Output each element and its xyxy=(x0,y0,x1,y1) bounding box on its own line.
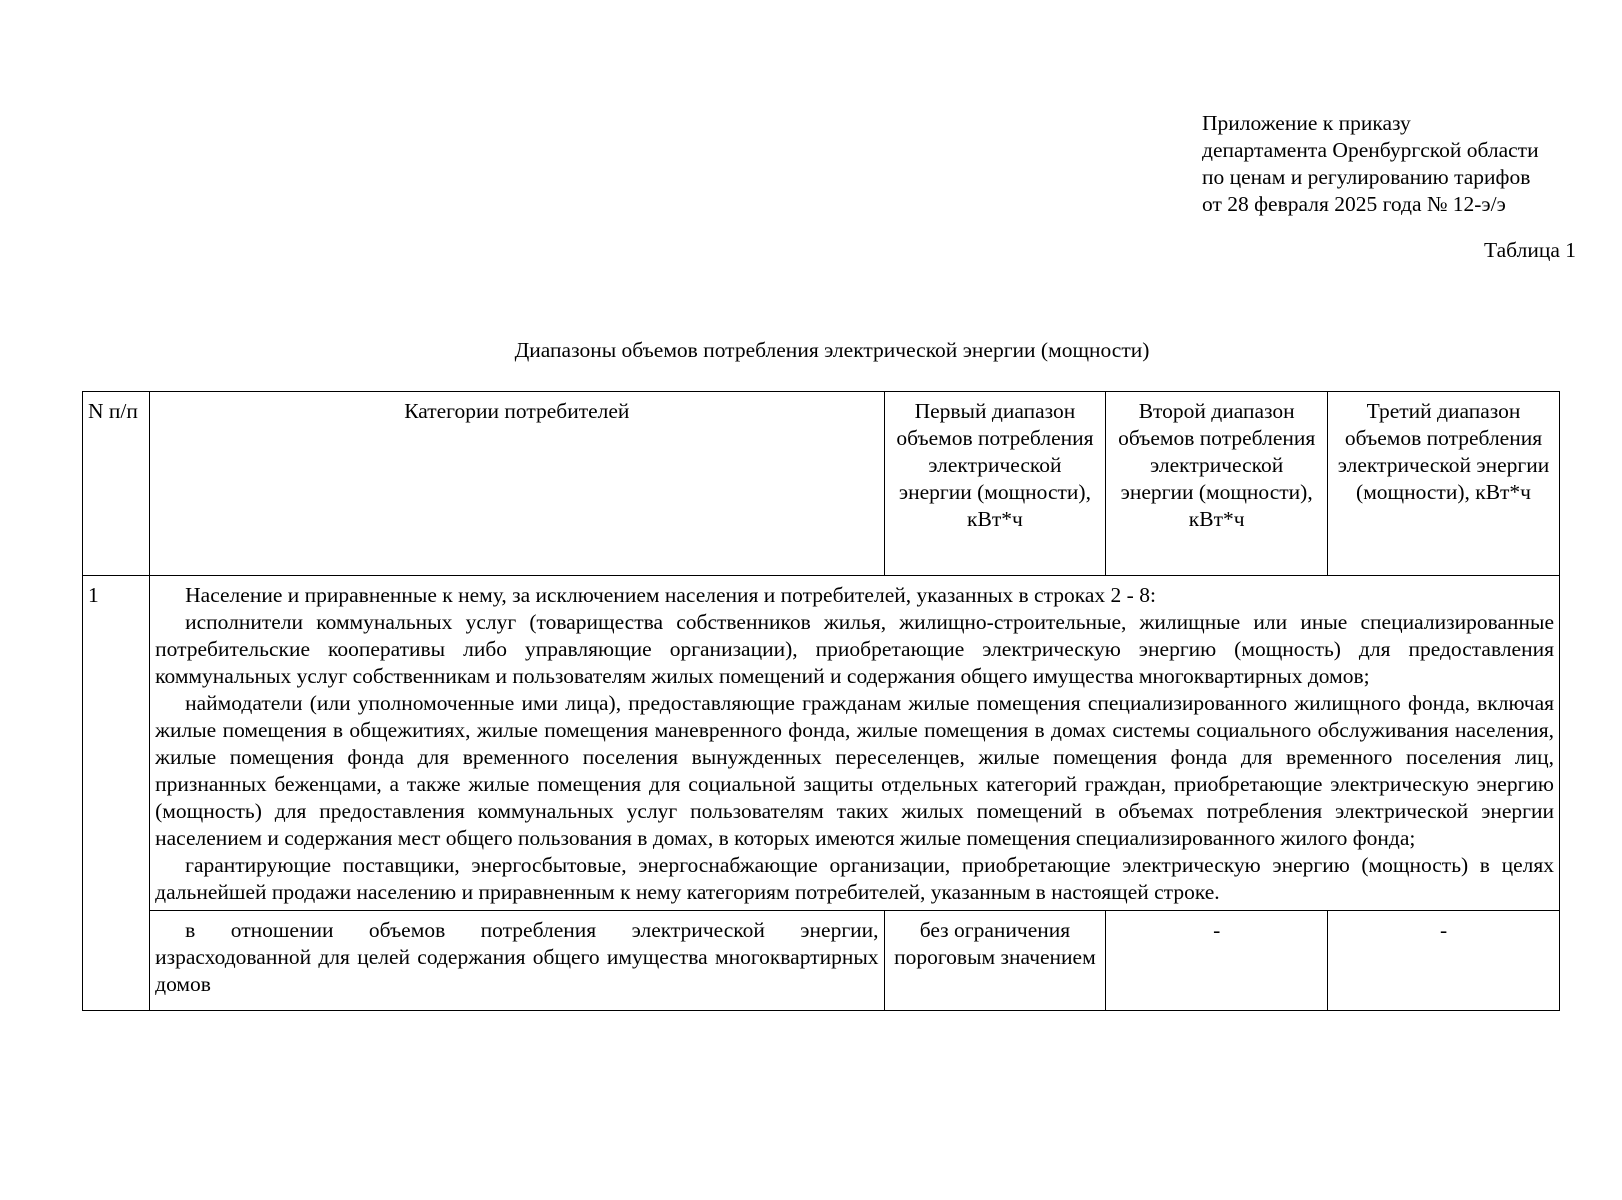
subrow-third-range: - xyxy=(1328,911,1560,1011)
row-paragraph: Население и приравненные к нему, за исключением населения и потребителей, указанных в строках 2 - 8: xyxy=(185,583,1156,607)
subrow-first-range: без ограничения пороговым значением xyxy=(884,911,1106,1011)
consumption-ranges-table xyxy=(82,391,1560,1011)
row-paragraph: наймодатели (или уполномоченные ими лица), предоставляющие гражданам жилые помещения специализированного жилищного фонда, включая жилые помещения в общежитиях, жилые помещения маневренного фонда, жилые помещения в домах системы социального обслуживания населения, жилые помещения фонда для временного поселения вынужденных переселенцев, жилые помещения фонда для временного поселения лиц, признанных беженцами, а также жилые помещения для социальной защиты отдельных категорий граждан, приобретающие электрическую энергию (мощность) для предоставления коммунальных услуг пользователям таких жилых помещений в объемах потребления электрической энергии населением и содержания мест общего пользования в домах, в которых имеются жилые помещения специализированного жилого фонда; xyxy=(155,691,1554,850)
table-row xyxy=(83,576,1560,911)
appendix-line: Приложение к приказу xyxy=(1202,111,1411,135)
row-number: 1 xyxy=(83,576,150,1011)
table-number: Таблица 1 xyxy=(1484,238,1576,262)
header-third-range: Третий диапазон объемов потребления электрической энергии (мощности), кВт*ч xyxy=(1328,392,1560,576)
subrow-text: в отношении объемов потребления электрической энергии, израсходованной для целей содержания общего имущества многоквартирных домов xyxy=(155,918,879,996)
appendix-note xyxy=(1202,110,1602,218)
appendix-line: департамента Оренбургской области xyxy=(1202,138,1539,162)
subrow-second-range: - xyxy=(1106,911,1328,1011)
header-number: N п/п xyxy=(83,392,150,576)
header-categories: Категории потребителей xyxy=(150,392,884,576)
document-title: Диапазоны объемов потребления электрической энергии (мощности) xyxy=(514,338,1150,362)
header-second-range: Второй диапазон объемов потребления электрической энергии (мощности), кВт*ч xyxy=(1106,392,1328,576)
subrow-description xyxy=(150,911,884,1011)
appendix-line: от 28 февраля 2025 года № 12-э/э xyxy=(1202,192,1506,216)
row-paragraph: исполнители коммунальных услуг (товарищества собственников жилья, жилищно-строительные, жилищные или иные специализированные потребительские кооперативы либо управляющие организации), приобретающие электрическую энергию (мощность) для предоставления коммунальных услуг собственникам и пользователям жилых помещений и содержания общего имущества многоквартирных домов; xyxy=(155,610,1554,688)
appendix-line: по ценам и регулированию тарифов xyxy=(1202,165,1531,189)
table-subrow xyxy=(83,911,1560,1011)
table-header-row xyxy=(83,392,1560,576)
row-description xyxy=(150,576,1560,911)
row-paragraph: гарантирующие поставщики, энергосбытовые, энергоснабжающие организации, приобретающие электрическую энергию (мощность) в целях дальнейшей продажи населению и приравненным к нему категориям потребителей, указанным в настоящей строке. xyxy=(155,853,1554,904)
header-first-range: Первый диапазон объемов потребления электрической энергии (мощности), кВт*ч xyxy=(884,392,1106,576)
